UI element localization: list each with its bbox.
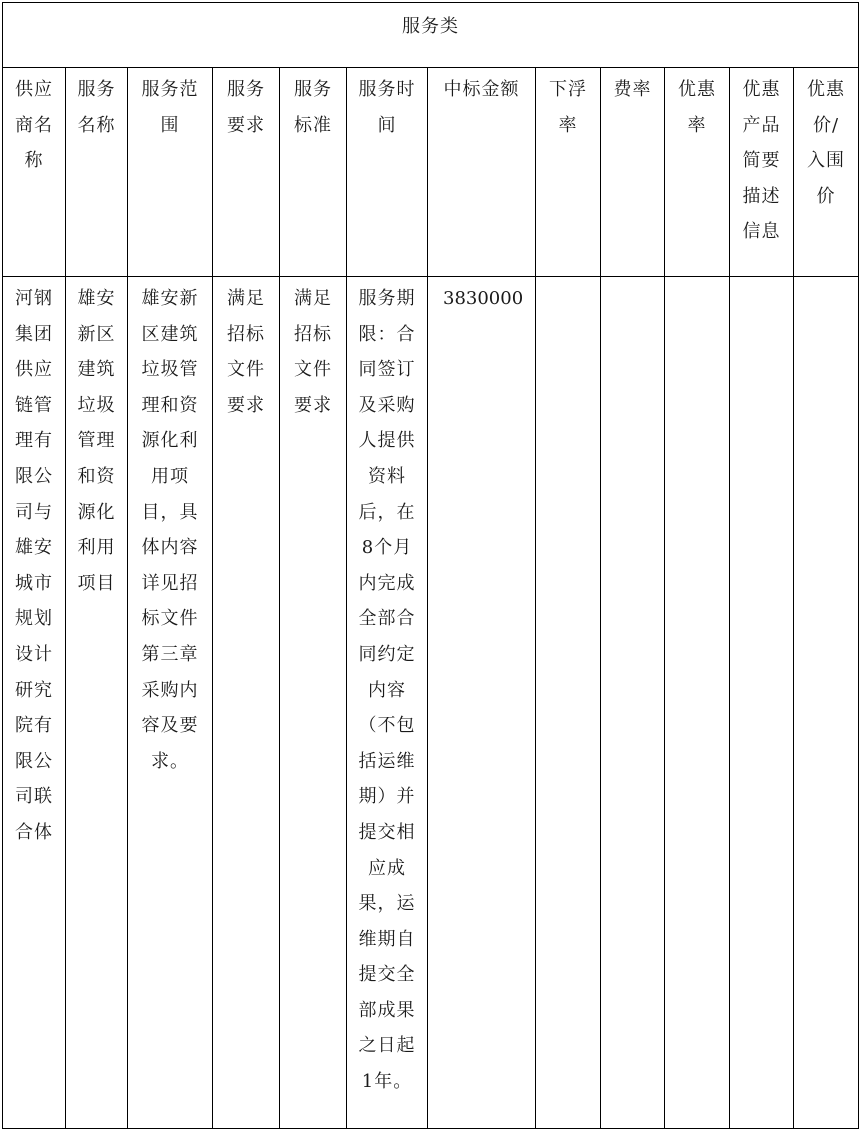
award-table (2, 2, 859, 1129)
table-row (3, 277, 859, 1129)
cell-supplier: 河钢集团供应链管理有限公司与雄安城市规划设计研究院有限公司联合体 (3, 277, 66, 1129)
header-preferential-product: 优惠产品简要描述信息 (730, 68, 794, 277)
cell-service-standard: 满足招标文件要求 (280, 277, 347, 1129)
cell-service-requirement: 满足招标文件要求 (213, 277, 280, 1129)
header-supplier: 供应商名称 (3, 68, 66, 277)
table-title: 服务类 (402, 16, 460, 37)
header-fee-rate: 费率 (601, 68, 665, 277)
header-service-standard: 服务标准 (280, 68, 347, 277)
cell-discount-rate (536, 277, 601, 1129)
title-cell (3, 3, 859, 68)
cell-service-name: 雄安新区建筑垃圾管理和资源化利用项目 (66, 277, 128, 1129)
header-service-requirement: 服务要求 (213, 68, 280, 277)
cell-preferential-rate (665, 277, 730, 1129)
cell-award-amount: 3830000 (428, 277, 536, 1129)
header-service-time: 服务时间 (347, 68, 428, 277)
cell-fee-rate (601, 277, 665, 1129)
title-row (3, 3, 859, 68)
header-award-amount: 中标金额 (428, 68, 536, 277)
header-discount-rate: 下浮率 (536, 68, 601, 277)
header-row (3, 68, 859, 277)
cell-service-time: 服务期限：合同签订及采购人提供资料后，在8个月内完成全部合同约定内容（不包括运维期）并提交相应成果，运维期自提交全部成果之日起1年。 (347, 277, 428, 1129)
cell-preferential-price (794, 277, 859, 1129)
cell-service-scope: 雄安新区建筑垃圾管理和资源化利用项目，具体内容详见招标文件第三章采购内容及要求。 (128, 277, 213, 1129)
header-preferential-rate: 优惠率 (665, 68, 730, 277)
cell-preferential-product (730, 277, 794, 1129)
header-preferential-price: 优惠价/入围价 (794, 68, 859, 277)
header-service-scope: 服务范围 (128, 68, 213, 277)
header-service-name: 服务名称 (66, 68, 128, 277)
